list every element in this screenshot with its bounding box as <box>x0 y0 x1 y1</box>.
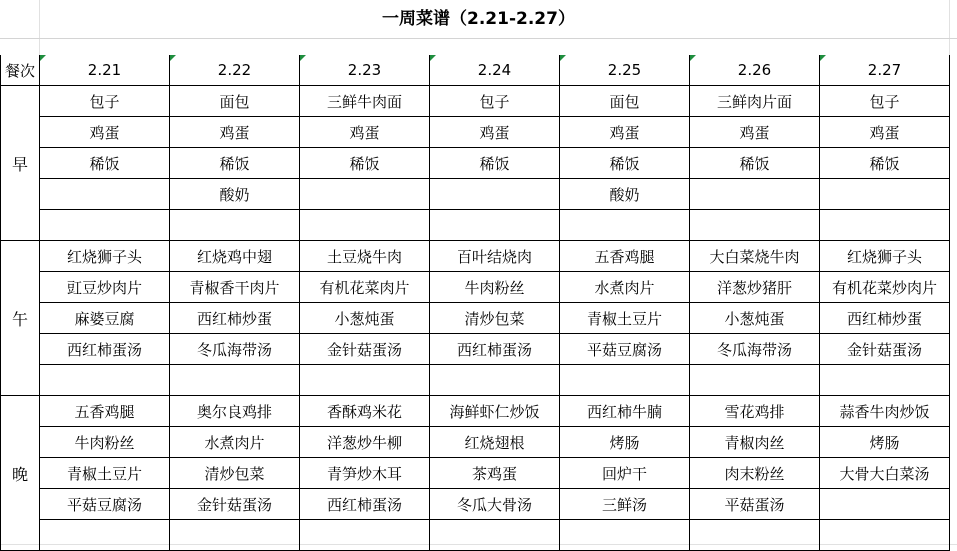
header-row <box>1 55 950 86</box>
dish-cell[interactable] <box>820 365 950 396</box>
dish-cell[interactable]: 红烧狮子头 <box>40 241 170 272</box>
date-label: 2.24 <box>477 61 512 79</box>
menu-row <box>1 458 950 489</box>
dish-cell[interactable]: 面包 <box>170 86 300 117</box>
menu-row <box>1 520 950 551</box>
dish-cell[interactable]: 稀饭 <box>430 148 560 179</box>
dish-cell[interactable]: 红烧鸡中翅 <box>170 241 300 272</box>
date-label: 2.26 <box>737 61 772 79</box>
dish-cell[interactable]: 小葱炖蛋 <box>690 303 820 334</box>
menu-row <box>1 241 950 272</box>
dish-cell[interactable] <box>40 520 170 551</box>
dish-cell[interactable] <box>170 365 300 396</box>
dish-cell[interactable]: 西红柿炒蛋 <box>820 303 950 334</box>
dish-cell[interactable]: 面包 <box>560 86 690 117</box>
dish-cell[interactable]: 红烧狮子头 <box>820 241 950 272</box>
dish-cell[interactable]: 土豆烧牛肉 <box>300 241 430 272</box>
menu-row <box>1 396 950 427</box>
dish-cell[interactable]: 海鲜虾仁炒饭 <box>430 396 560 427</box>
dish-cell[interactable]: 红烧翅根 <box>430 427 560 458</box>
dish-cell[interactable]: 回炉干 <box>560 458 690 489</box>
dish-cell[interactable] <box>300 520 430 551</box>
dish-cell[interactable]: 鸡蛋 <box>430 117 560 148</box>
dish-cell[interactable] <box>430 210 560 241</box>
dish-cell[interactable]: 西红柿牛腩 <box>560 396 690 427</box>
dish-cell[interactable]: 水煮肉片 <box>170 427 300 458</box>
dish-cell[interactable]: 西红柿蛋汤 <box>300 489 430 520</box>
dish-cell[interactable] <box>690 520 820 551</box>
dish-cell[interactable]: 麻婆豆腐 <box>40 303 170 334</box>
dish-cell[interactable]: 稀饭 <box>690 148 820 179</box>
menu-row <box>1 148 950 179</box>
dish-cell[interactable] <box>40 365 170 396</box>
menu-table <box>0 55 950 551</box>
dish-cell[interactable] <box>40 210 170 241</box>
dish-cell[interactable]: 青椒香干肉片 <box>170 272 300 303</box>
date-label: 2.21 <box>87 61 122 79</box>
menu-row <box>1 489 950 520</box>
dish-cell[interactable]: 百叶结烧肉 <box>430 241 560 272</box>
meal-name-cell[interactable]: 午 <box>1 241 40 396</box>
dish-cell[interactable]: 金针菇蛋汤 <box>300 334 430 365</box>
dish-cell[interactable]: 青椒肉丝 <box>690 427 820 458</box>
dish-cell[interactable]: 鸡蛋 <box>560 117 690 148</box>
dish-cell[interactable]: 鸡蛋 <box>40 117 170 148</box>
date-header-cell[interactable] <box>560 55 690 86</box>
dish-cell[interactable]: 金针菇蛋汤 <box>820 334 950 365</box>
dish-cell[interactable]: 稀饭 <box>560 148 690 179</box>
dish-cell[interactable]: 烤肠 <box>560 427 690 458</box>
dish-cell[interactable]: 豇豆炒肉片 <box>40 272 170 303</box>
meal-name-cell[interactable]: 晚 <box>1 396 40 551</box>
dish-cell[interactable]: 雪花鸡排 <box>690 396 820 427</box>
dish-cell[interactable] <box>430 365 560 396</box>
dish-cell[interactable]: 鸡蛋 <box>690 117 820 148</box>
dish-cell[interactable]: 西红柿炒蛋 <box>170 303 300 334</box>
dish-cell[interactable] <box>820 179 950 210</box>
menu-row <box>1 303 950 334</box>
date-label: 2.25 <box>607 61 642 79</box>
dish-cell[interactable] <box>170 210 300 241</box>
cell-comment-marker <box>300 55 306 61</box>
date-header-cell[interactable] <box>430 55 560 86</box>
dish-cell[interactable]: 大白菜烧牛肉 <box>690 241 820 272</box>
dish-cell[interactable] <box>170 520 300 551</box>
date-header-cell[interactable] <box>40 55 170 86</box>
dish-cell[interactable]: 小葱炖蛋 <box>300 303 430 334</box>
dish-cell[interactable]: 包子 <box>40 86 170 117</box>
dish-cell[interactable]: 奥尔良鸡排 <box>170 396 300 427</box>
dish-cell[interactable]: 三鲜牛肉面 <box>300 86 430 117</box>
dish-cell[interactable]: 鸡蛋 <box>820 117 950 148</box>
dish-cell[interactable]: 包子 <box>820 86 950 117</box>
dish-cell[interactable]: 平菇豆腐汤 <box>560 334 690 365</box>
dish-cell[interactable] <box>820 210 950 241</box>
dish-cell[interactable]: 烤肠 <box>820 427 950 458</box>
dish-cell[interactable] <box>560 365 690 396</box>
date-label: 2.23 <box>347 61 382 79</box>
dish-cell[interactable]: 平菇豆腐汤 <box>40 489 170 520</box>
dish-cell[interactable] <box>300 210 430 241</box>
dish-cell[interactable]: 稀饭 <box>820 148 950 179</box>
dish-cell[interactable]: 五香鸡腿 <box>560 241 690 272</box>
cell-comment-marker <box>560 55 566 61</box>
meal-name-cell[interactable]: 早 <box>1 86 40 241</box>
dish-cell[interactable]: 肉末粉丝 <box>690 458 820 489</box>
menu-row <box>1 86 950 117</box>
dish-cell[interactable]: 冬瓜大骨汤 <box>430 489 560 520</box>
dish-cell[interactable]: 西红柿蛋汤 <box>430 334 560 365</box>
dish-cell[interactable] <box>40 179 170 210</box>
dish-cell[interactable]: 有机花菜炒肉片 <box>820 272 950 303</box>
dish-cell[interactable]: 青笋炒木耳 <box>300 458 430 489</box>
dish-cell[interactable]: 水煮肉片 <box>560 272 690 303</box>
menu-row <box>1 365 950 396</box>
dish-cell[interactable]: 三鲜肉片面 <box>690 86 820 117</box>
dish-cell[interactable]: 香酥鸡米花 <box>300 396 430 427</box>
date-header-cell[interactable] <box>300 55 430 86</box>
page-title: 一周菜谱（2.21-2.27） <box>0 0 957 39</box>
dish-cell[interactable]: 稀饭 <box>300 148 430 179</box>
dish-cell[interactable]: 鸡蛋 <box>300 117 430 148</box>
dish-cell[interactable]: 包子 <box>430 86 560 117</box>
menu-row <box>1 210 950 241</box>
dish-cell[interactable] <box>690 179 820 210</box>
dish-cell[interactable]: 稀饭 <box>170 148 300 179</box>
dish-cell[interactable]: 青椒土豆片 <box>40 458 170 489</box>
date-header-cell[interactable] <box>170 55 300 86</box>
dish-cell[interactable]: 五香鸡腿 <box>40 396 170 427</box>
dish-cell[interactable]: 牛肉粉丝 <box>40 427 170 458</box>
dish-cell[interactable]: 青椒土豆片 <box>560 303 690 334</box>
menu-row <box>1 427 950 458</box>
dish-cell[interactable]: 酸奶 <box>170 179 300 210</box>
menu-row <box>1 117 950 148</box>
cell-comment-marker <box>820 55 826 61</box>
dish-cell[interactable] <box>820 489 950 520</box>
dish-cell[interactable] <box>430 179 560 210</box>
dish-cell[interactable]: 清炒包菜 <box>170 458 300 489</box>
dish-cell[interactable] <box>560 520 690 551</box>
cell-comment-marker <box>40 55 46 61</box>
meal-header-cell[interactable]: 餐次 <box>1 55 40 86</box>
menu-row <box>1 272 950 303</box>
dish-cell[interactable]: 牛肉粉丝 <box>430 272 560 303</box>
dish-cell[interactable]: 洋葱炒猪肝 <box>690 272 820 303</box>
dish-cell[interactable]: 平菇蛋汤 <box>690 489 820 520</box>
dish-cell[interactable]: 冬瓜海带汤 <box>170 334 300 365</box>
dish-cell[interactable]: 洋葱炒牛柳 <box>300 427 430 458</box>
dish-cell[interactable]: 清炒包菜 <box>430 303 560 334</box>
cell-comment-marker <box>170 55 176 61</box>
dish-cell[interactable]: 有机花菜肉片 <box>300 272 430 303</box>
dish-cell[interactable]: 三鲜汤 <box>560 489 690 520</box>
dish-cell[interactable] <box>300 179 430 210</box>
dish-cell[interactable]: 金针菇蛋汤 <box>170 489 300 520</box>
dish-cell[interactable]: 西红柿蛋汤 <box>40 334 170 365</box>
date-label: 2.22 <box>217 61 252 79</box>
dish-cell[interactable]: 鸡蛋 <box>170 117 300 148</box>
date-header-cell[interactable] <box>690 55 820 86</box>
dish-cell[interactable]: 酸奶 <box>560 179 690 210</box>
date-label: 2.27 <box>867 61 902 79</box>
dish-cell[interactable] <box>560 210 690 241</box>
cell-comment-marker <box>690 55 696 61</box>
menu-row <box>1 334 950 365</box>
dish-cell[interactable]: 大骨大白菜汤 <box>820 458 950 489</box>
dish-cell[interactable]: 蒜香牛肉炒饭 <box>820 396 950 427</box>
dish-cell[interactable]: 茶鸡蛋 <box>430 458 560 489</box>
dish-cell[interactable] <box>300 365 430 396</box>
date-header-cell[interactable] <box>820 55 950 86</box>
dish-cell[interactable]: 稀饭 <box>40 148 170 179</box>
menu-row <box>1 179 950 210</box>
dish-cell[interactable] <box>690 210 820 241</box>
dish-cell[interactable] <box>690 365 820 396</box>
dish-cell[interactable] <box>430 520 560 551</box>
dish-cell[interactable]: 冬瓜海带汤 <box>690 334 820 365</box>
cell-comment-marker <box>430 55 436 61</box>
dish-cell[interactable] <box>820 520 950 551</box>
